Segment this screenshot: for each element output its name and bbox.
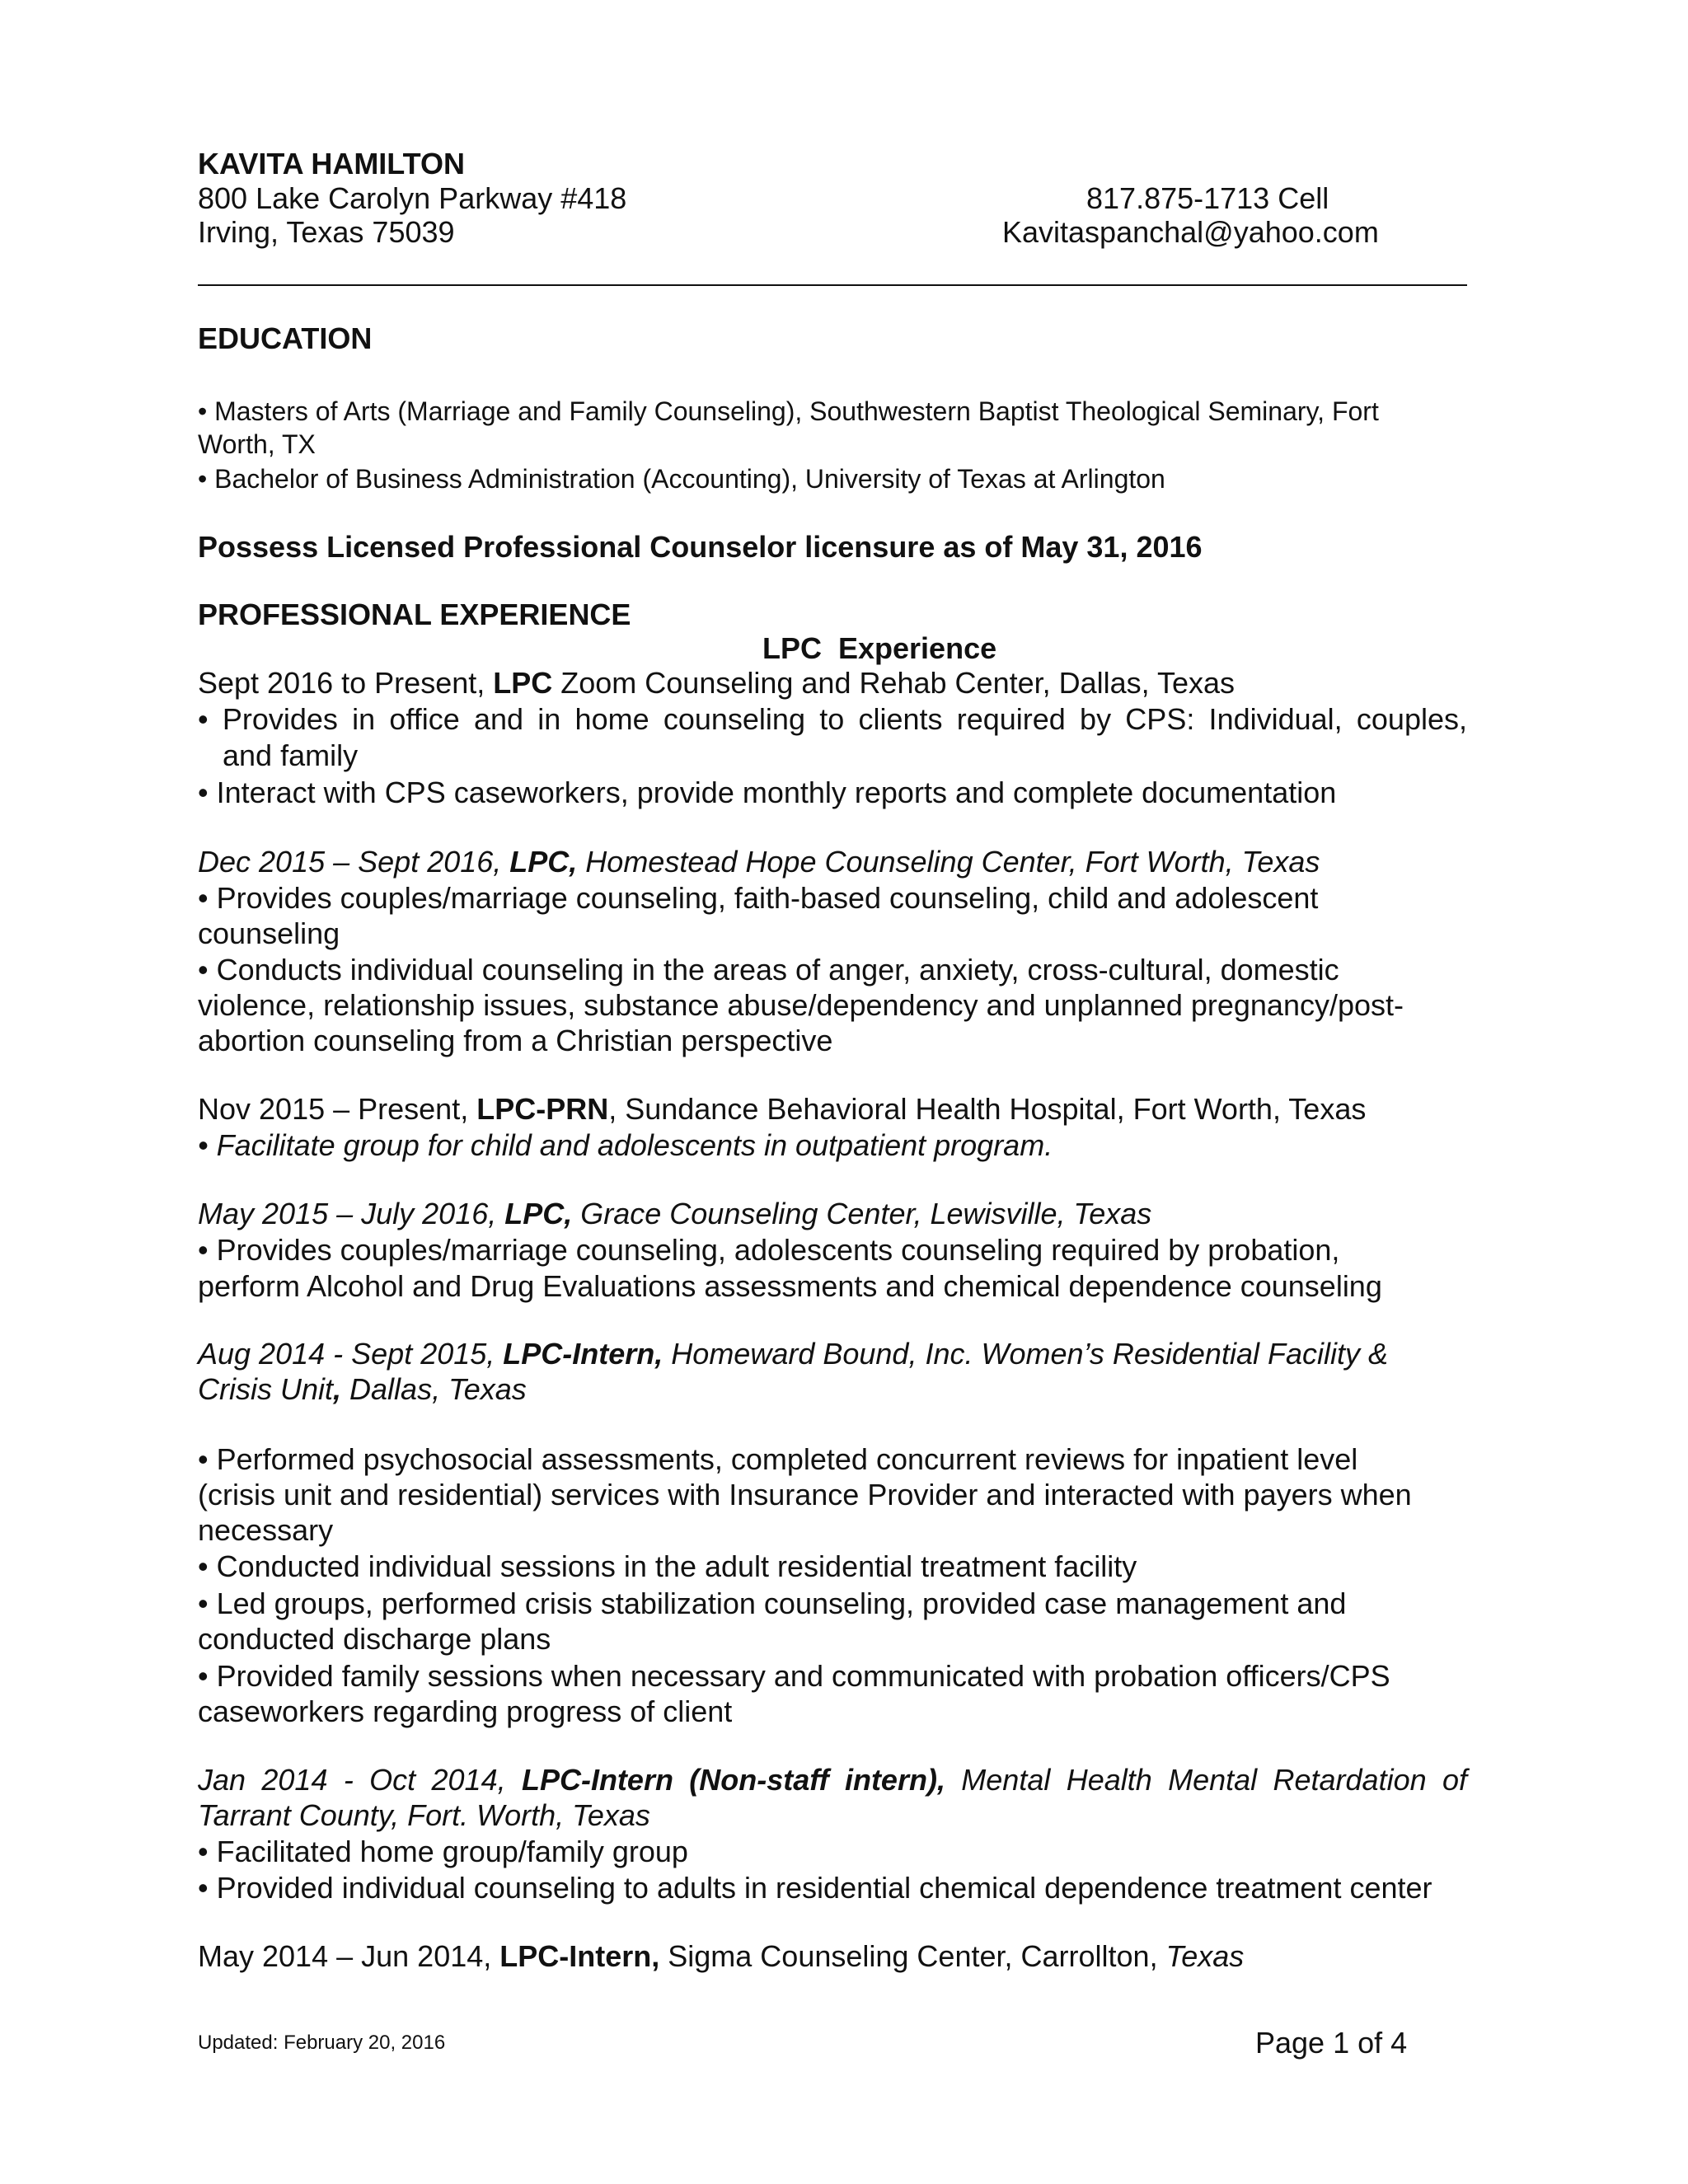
job-5-bullet: • Conducted individual sessions in the adult residential treatment facility	[198, 1549, 1137, 1583]
education-item-2: • Bachelor of Business Administration (Accounting), University of Texas at Arlington	[198, 464, 1165, 494]
job-5-bullet: • Performed psychosocial assessments, completed concurrent reviews for inpatient level	[198, 1442, 1358, 1476]
footer-updated-date: Updated: February 20, 2016	[198, 2032, 446, 2054]
job-2-bullet: • Conducts individual counseling in the areas of anger, anxiety, cross-cultural, domestic	[198, 953, 1339, 987]
job-5-bullet-cont: (crisis unit and residential) services with Insurance Provider and interacted with payers when	[198, 1478, 1412, 1511]
job-3-dates: Nov 2015 – Present,	[198, 1092, 477, 1126]
job-5-dates: Aug 2014 - Sept 2015,	[198, 1337, 504, 1371]
job-6-org: Mental Health Mental Retardation of	[945, 1763, 1467, 1797]
job-2-bullet: • Provides couples/marriage counseling, faith-based counseling, child and adolescent	[198, 881, 1319, 915]
applicant-name: KAVITA HAMILTON	[198, 147, 465, 180]
job-5-heading-cont: Crisis Unit, Dallas, Texas	[198, 1372, 527, 1406]
job-6-title: LPC-Intern (Non-staff intern),	[521, 1763, 945, 1797]
job-5-bullet: • Led groups, performed crisis stabilization counseling, provided case management and	[198, 1586, 1347, 1620]
job-4-bullet-cont: perform Alcohol and Drug Evaluations assessments and chemical dependence counseling	[198, 1269, 1382, 1303]
job-2-title: LPC,	[509, 845, 578, 879]
job-7-org-state: Texas	[1165, 1939, 1245, 1973]
education-heading: EDUCATION	[198, 321, 373, 355]
job-6-dates: Jan 2014 - Oct 2014,	[198, 1763, 522, 1797]
experience-subheading: LPC Experience	[762, 631, 997, 665]
job-6-bullet: • Provided individual counseling to adults in residential chemical dependence treatment center	[198, 1871, 1432, 1905]
job-3-org: , Sundance Behavioral Health Hospital, Fort Worth, Texas	[608, 1092, 1367, 1126]
job-5-heading	[198, 1337, 1388, 1371]
email-address: Kavitaspanchal@yahoo.com	[1002, 215, 1379, 249]
license-statement: Possess Licensed Professional Counselor licensure as of May 31, 2016	[198, 530, 1203, 564]
job-5-bullet-cont: necessary	[198, 1513, 334, 1547]
job-3-heading	[198, 1092, 1366, 1127]
job-4-dates: May 2015 – July 2016,	[198, 1197, 505, 1230]
job-1-org: Zoom Counseling and Rehab Center, Dallas, Texas	[552, 666, 1236, 700]
job-2-org: Homestead Hope Counseling Center, Fort Worth, Texas	[577, 845, 1320, 879]
education-item-1-cont: Worth, TX	[198, 429, 316, 459]
experience-heading: PROFESSIONAL EXPERIENCE	[198, 598, 631, 631]
header-divider	[198, 284, 1467, 286]
job-4-org: Grace Counseling Center, Lewisville, Texas	[572, 1197, 1152, 1230]
job-7-dates: May 2014 – Jun 2014,	[198, 1939, 500, 1973]
job-7-title: LPC-Intern,	[499, 1939, 660, 1973]
job-1-bullet: • Provides in office and in home counseling to clients required by CPS: Individual, couples,	[198, 702, 1467, 736]
job-2-bullet-cont: abortion counseling from a Christian perspective	[198, 1024, 833, 1057]
job-4-heading	[198, 1197, 1151, 1231]
job-2-heading	[198, 845, 1320, 879]
job-3-title: LPC-PRN	[476, 1092, 609, 1126]
job-7-heading	[198, 1939, 1244, 1974]
job-4-title: LPC,	[504, 1197, 573, 1230]
job-4-bullet: • Provides couples/marriage counseling, adolescents counseling required by probation,	[198, 1233, 1340, 1267]
education-item-1: • Masters of Arts (Marriage and Family Counseling), Southwestern Baptist Theological Seminary, Fort	[198, 396, 1379, 426]
job-1-bullet: • Interact with CPS caseworkers, provide monthly reports and complete documentation	[198, 776, 1337, 809]
job-6-bullet: • Facilitated home group/family group	[198, 1835, 688, 1868]
job-5-bullet-cont: caseworkers regarding progress of client	[198, 1694, 733, 1728]
address-line-1: 800 Lake Carolyn Parkway #418	[198, 181, 627, 215]
job-7-org: Sigma Counseling Center, Carrollton,	[659, 1939, 1166, 1973]
job-5-bullet: • Provided family sessions when necessary and communicated with probation officers/CPS	[198, 1659, 1390, 1693]
job-5-bullet-cont: conducted discharge plans	[198, 1622, 551, 1656]
job-1-bullet-cont: and family	[223, 738, 359, 772]
job-5-title: LPC-Intern,	[503, 1337, 663, 1371]
footer-page-number: Page 1 of 4	[1255, 2026, 1408, 2060]
job-3-bullet: • Facilitate group for child and adolescents in outpatient program.	[198, 1128, 1053, 1162]
job-1-heading	[198, 666, 1235, 701]
job-5-org: Homeward Bound, Inc. Women’s Residential Facility &	[663, 1337, 1388, 1371]
job-6-heading-cont: Tarrant County, Fort. Worth, Texas	[198, 1798, 650, 1832]
job-2-bullet-cont: counseling	[198, 916, 340, 950]
job-2-dates: Dec 2015 – Sept 2016,	[198, 845, 510, 879]
job-1-title: LPC	[493, 666, 553, 700]
phone-number: 817.875-1713 Cell	[1086, 181, 1329, 215]
job-2-bullet-cont: violence, relationship issues, substance abuse/dependency and unplanned pregnancy/post-	[198, 988, 1404, 1022]
address-line-2: Irving, Texas 75039	[198, 215, 455, 249]
job-6-heading	[198, 1763, 1467, 1797]
job-1-dates: Sept 2016 to Present,	[198, 666, 494, 700]
